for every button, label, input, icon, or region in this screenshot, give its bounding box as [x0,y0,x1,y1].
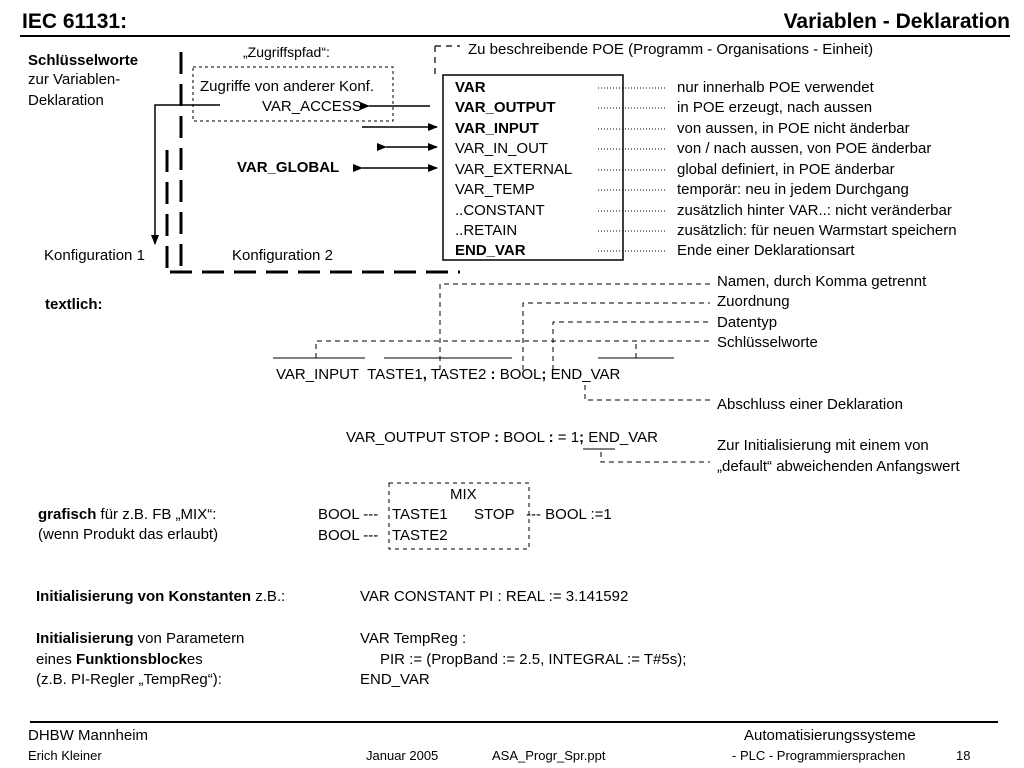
init-note-line2: „default“ abweichenden Anfangswert [717,458,960,475]
footer-page-number: 18 [956,748,971,763]
end-note: Abschluss einer Deklaration [717,396,903,413]
code-type: BOOL [495,366,542,383]
code-name1: TASTE1 [367,366,423,383]
init-const-code: VAR CONSTANT PI : REAL := 3.141592 [360,588,629,605]
out-semicolon: ; [579,429,585,446]
decl-keyword-end-var: END_VAR [455,242,526,259]
var-global-keyword: VAR_GLOBAL [237,159,340,176]
var-access-keyword: VAR_ACCESS [262,98,362,115]
access-arrow [155,105,220,244]
decl-meaning-var-in-out: von / nach aussen, von POE änderbar [677,140,932,157]
fb-row1-output: --- BOOL :=1 [526,506,612,523]
keywords-label-line3: Deklaration [28,92,104,109]
code-declaration-line [276,366,620,384]
footer-file: ASA_Progr_Spr.ppt [492,748,606,763]
poe-arrows [362,106,437,168]
init-params-pre2: eines [36,651,77,668]
decl-keyword-retain: ..RETAIN [455,222,518,239]
init-params-line2 [36,651,203,669]
fb-row1-output-var: STOP [474,506,515,523]
config2-label: Konfiguration 2 [232,247,333,264]
decl-keyword-constant: ..CONSTANT [455,202,545,219]
textual-label: textlich: [45,296,103,313]
init-params-code1: VAR TempReg : [360,630,467,647]
init-params-code2: PIR := (PropBand := 2.5, INTEGRAL := T#5s); [380,651,687,668]
graphic-label-rest: für z.B. FB „MIX“: [96,506,217,523]
footer-course: Automatisierungssysteme [744,727,916,744]
decl-keyword-var-input: VAR_INPUT [455,120,539,137]
init-params-rest1: von Parametern [133,630,245,647]
out-end: END_VAR [584,429,658,446]
leader-lines [598,88,665,251]
fb-row1-input-var: TASTE1 [392,506,448,523]
footer-author: Erich Kleiner [28,748,102,763]
decl-keyword-var-external: VAR_EXTERNAL [455,161,573,178]
decl-meaning-retain: zusätzlich: für neuen Warmstart speichern [677,222,957,239]
code-keyword: VAR_INPUT [276,366,360,383]
access-path-label: „Zugriffspfad“: [243,44,330,60]
init-params-line1 [36,630,244,648]
code-name2: TASTE2 [426,366,491,383]
graphic-label-bold: grafisch [38,506,97,523]
init-params-code3: END_VAR [360,671,430,688]
out-value: 1 [570,429,580,446]
decl-keyword-var-in-out: VAR_IN_OUT [455,140,549,157]
out-prefix: VAR_OUTPUT STOP [346,429,495,446]
init-params-post2: es [186,651,203,668]
decl-keyword-var-output: VAR_OUTPUT [455,99,556,116]
decl-meaning-var-temp: temporär: neu in jedem Durchgang [677,181,909,198]
fb-row1-input: BOOL --- [318,506,379,523]
init-params-bold2: Funktionsblock [76,651,187,668]
graphic-label-line2: (wenn Produkt das erlaubt) [38,526,219,543]
init-const-label-rest: z.B.: [251,588,286,605]
decl-keyword-var-temp: VAR_TEMP [455,181,535,198]
keywords-label-line1: Schlüsselworte [28,52,139,69]
fb-row2-input-var: TASTE2 [392,527,448,544]
code-output-line [346,429,658,447]
explanation-names: Namen, durch Komma getrennt [717,273,927,290]
decl-meaning-end-var: Ende einer Deklarationsart [677,242,855,259]
init-params-line3: (z.B. PI-Regler „TempReg“): [36,671,222,688]
config1-label: Konfiguration 1 [44,247,145,264]
init-const-label-bold: Initialisierung von Konstanten [36,588,252,605]
code-comma: , [422,366,427,383]
explanation-assignment: Zuordnung [717,293,790,310]
explanation-keywords: Schlüsselworte [717,334,818,351]
decl-meaning-var-output: in POE erzeugt, nach aussen [677,99,873,116]
fb-row2-input: BOOL --- [318,527,379,544]
header-right-title: Variablen - Deklaration [783,10,1010,33]
init-note-line1: Zur Initialisierung mit einem von [717,437,929,454]
out-colon: : [494,429,500,446]
access-box-label: Zugriffe von anderer Konf. [200,78,374,95]
code-semicolon: ; [541,366,547,383]
decl-meaning-var-input: von aussen, in POE nicht änderbar [677,120,910,137]
init-const-label [36,588,285,606]
footer-org: DHBW Mannheim [28,727,149,744]
out-assign: : [548,429,554,446]
code-end: END_VAR [546,366,621,383]
graphic-label [38,506,216,524]
fb-name: MIX [450,486,477,503]
header-left-title: IEC 61131: [22,10,128,33]
decl-meaning-var: nur innerhalb POE verwendet [677,79,874,96]
decl-meaning-var-external: global definiert, in POE änderbar [677,161,895,178]
out-eq: = [553,429,571,446]
footer-date: Januar 2005 [366,748,439,763]
out-type: BOOL [499,429,549,446]
decl-meaning-constant: zusätzlich hinter VAR..: nicht veränderbar [677,202,952,219]
poe-boundary [435,46,460,76]
code-colon: : [490,366,496,383]
footer-topic: - PLC - Programmiersprachen [732,748,906,763]
explanation-datatype: Datentyp [717,314,778,331]
decl-keyword-var: VAR [455,79,486,96]
init-params-bold1: Initialisierung [36,630,134,647]
poe-caption: Zu beschreibende POE (Programm - Organisations - Einheit) [468,41,874,58]
keywords-label-line2: zur Variablen- [28,71,121,88]
